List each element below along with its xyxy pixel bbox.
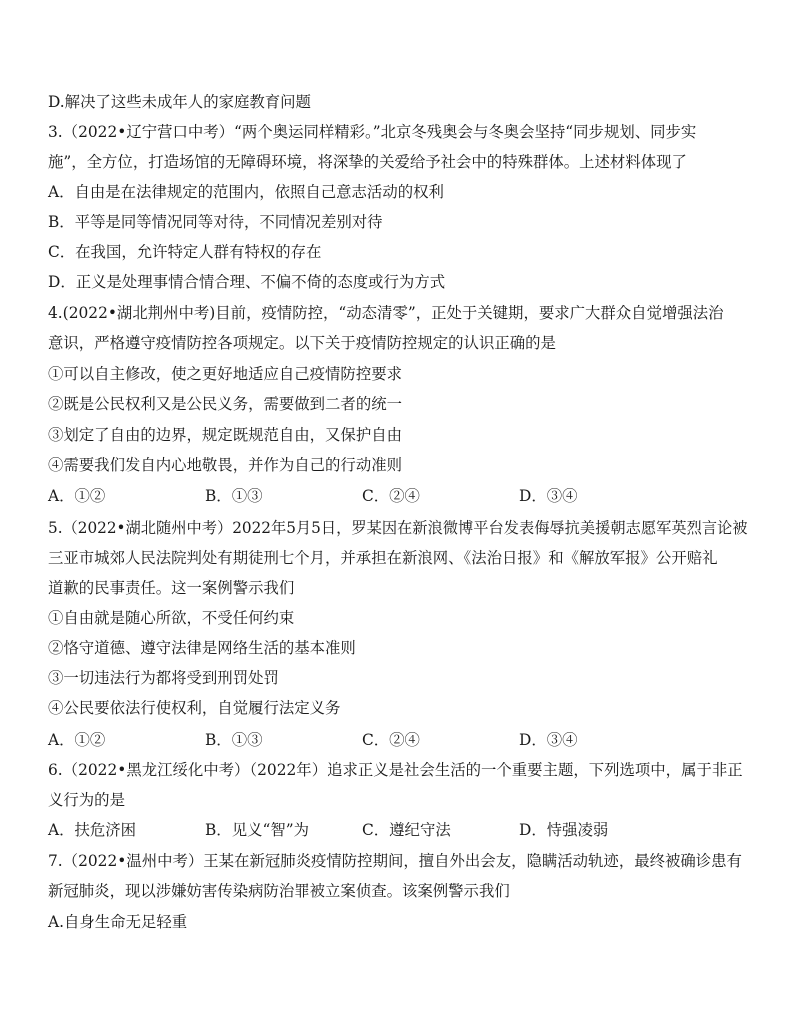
question-4-stem-cont: 意识，严格遵守疫情防控各项规定。以下关于疫情防控规定的认识正确的是 — [48, 334, 556, 352]
q6-option-a: A．扶危济困 — [48, 821, 137, 839]
question-3-stem: 3.（2022•辽宁营口中考）“两个奥运同样精彩。”北京冬残奥会与冬奥会坚持“同步规划、同步实 — [48, 123, 697, 141]
q4-statement-2: ②既是公民权利又是公民义务，需要做到二者的统一 — [48, 395, 402, 413]
question-4-stem: 4.(2022•湖北荆州中考)目前，疫情防控，“动态清零”，正处于关键期，要求广大群众自觉增强法治 — [48, 304, 724, 322]
q4-option-a: A．①② — [48, 487, 106, 505]
question-7-stem-cont: 新冠肺炎，现以涉嫌妨害传染病防治罪被立案侦查。该案例警示我们 — [48, 882, 510, 900]
question-5-stem-cont: 三亚市城郊人民法院判处有期徒刑七个月，并承担在新浪网、《法治日报》和《解放军报》公开赔礼 — [48, 549, 718, 567]
q5-option-c: C．②④ — [362, 731, 420, 749]
q5-option-d: D．③④ — [519, 731, 578, 749]
question-7-stem: 7.（2022•温州中考）王某在新冠肺炎疫情防控期间，擅自外出会友，隐瞒活动轨迹，最终被确诊患有 — [48, 852, 742, 870]
q6-option-d: D．恃强凌弱 — [519, 821, 609, 839]
q4-option-c: C．②④ — [362, 487, 420, 505]
q6-options-row — [48, 820, 748, 840]
question-5-stem: 5.（2022•湖北随州中考）2022年5月5日，罗某因在新浪微博平台发表侮辱抗美援朝志愿军英烈言论被 — [48, 519, 748, 537]
q7-option-a: A.自身生命无足轻重 — [48, 913, 188, 931]
q3-option-a: A．自由是在法律规定的范围内，依照自己意志活动的权利 — [48, 183, 444, 201]
question-6-stem: 6.（2022•黑龙江绥化中考）（2022年）追求正义是社会生活的一个重要主题，下列选项中，属于非正 — [48, 761, 743, 779]
q3-option-d: D．正义是处理事情合情合理、不偏不倚的态度或行为方式 — [48, 273, 446, 291]
q5-options-row — [48, 730, 748, 750]
question-3-stem-cont: 施”，全方位，打造场馆的无障碍环境，将深挚的关爱给予社会中的特殊群体。上述材料体现了 — [48, 153, 687, 171]
question-6-stem-cont: 义行为的是 — [48, 791, 125, 809]
q4-statement-4: ④需要我们发自内心地敬畏，并作为自己的行动准则 — [48, 456, 402, 474]
q3-option-b: B．平等是同等情况同等对待，不同情况差别对待 — [48, 213, 383, 231]
q4-options-row — [48, 486, 748, 506]
q3-option-c: C．在我国，允许特定人群有特权的存在 — [48, 243, 322, 261]
q4-statement-1: ①可以自主修改，使之更好地适应自己疫情防控要求 — [48, 365, 402, 383]
q5-statement-1: ①自由就是随心所欲，不受任何约束 — [48, 609, 295, 627]
q5-option-a: A．①② — [48, 731, 106, 749]
q4-option-d: D．③④ — [519, 487, 578, 505]
q5-statement-3: ③一切违法行为都将受到刑罚处罚 — [48, 669, 279, 687]
q4-statement-3: ③划定了自由的边界，规定既规范自由，又保护自由 — [48, 426, 402, 444]
q5-statement-4: ④公民要依法行使权利，自觉履行法定义务 — [48, 699, 341, 717]
q6-option-c: C．遵纪守法 — [362, 821, 451, 839]
q5-option-b: B．①③ — [205, 731, 263, 749]
q4-option-b: B．①③ — [205, 487, 263, 505]
q6-option-b: B．见义“智”为 — [205, 821, 309, 839]
option-d-q2: D.解决了这些未成年人的家庭教育问题 — [48, 93, 311, 111]
q5-statement-2: ②恪守道德、遵守法律是网络生活的基本准则 — [48, 639, 356, 657]
question-5-stem-cont-2: 道歉的民事责任。这一案例警示我们 — [48, 579, 295, 597]
